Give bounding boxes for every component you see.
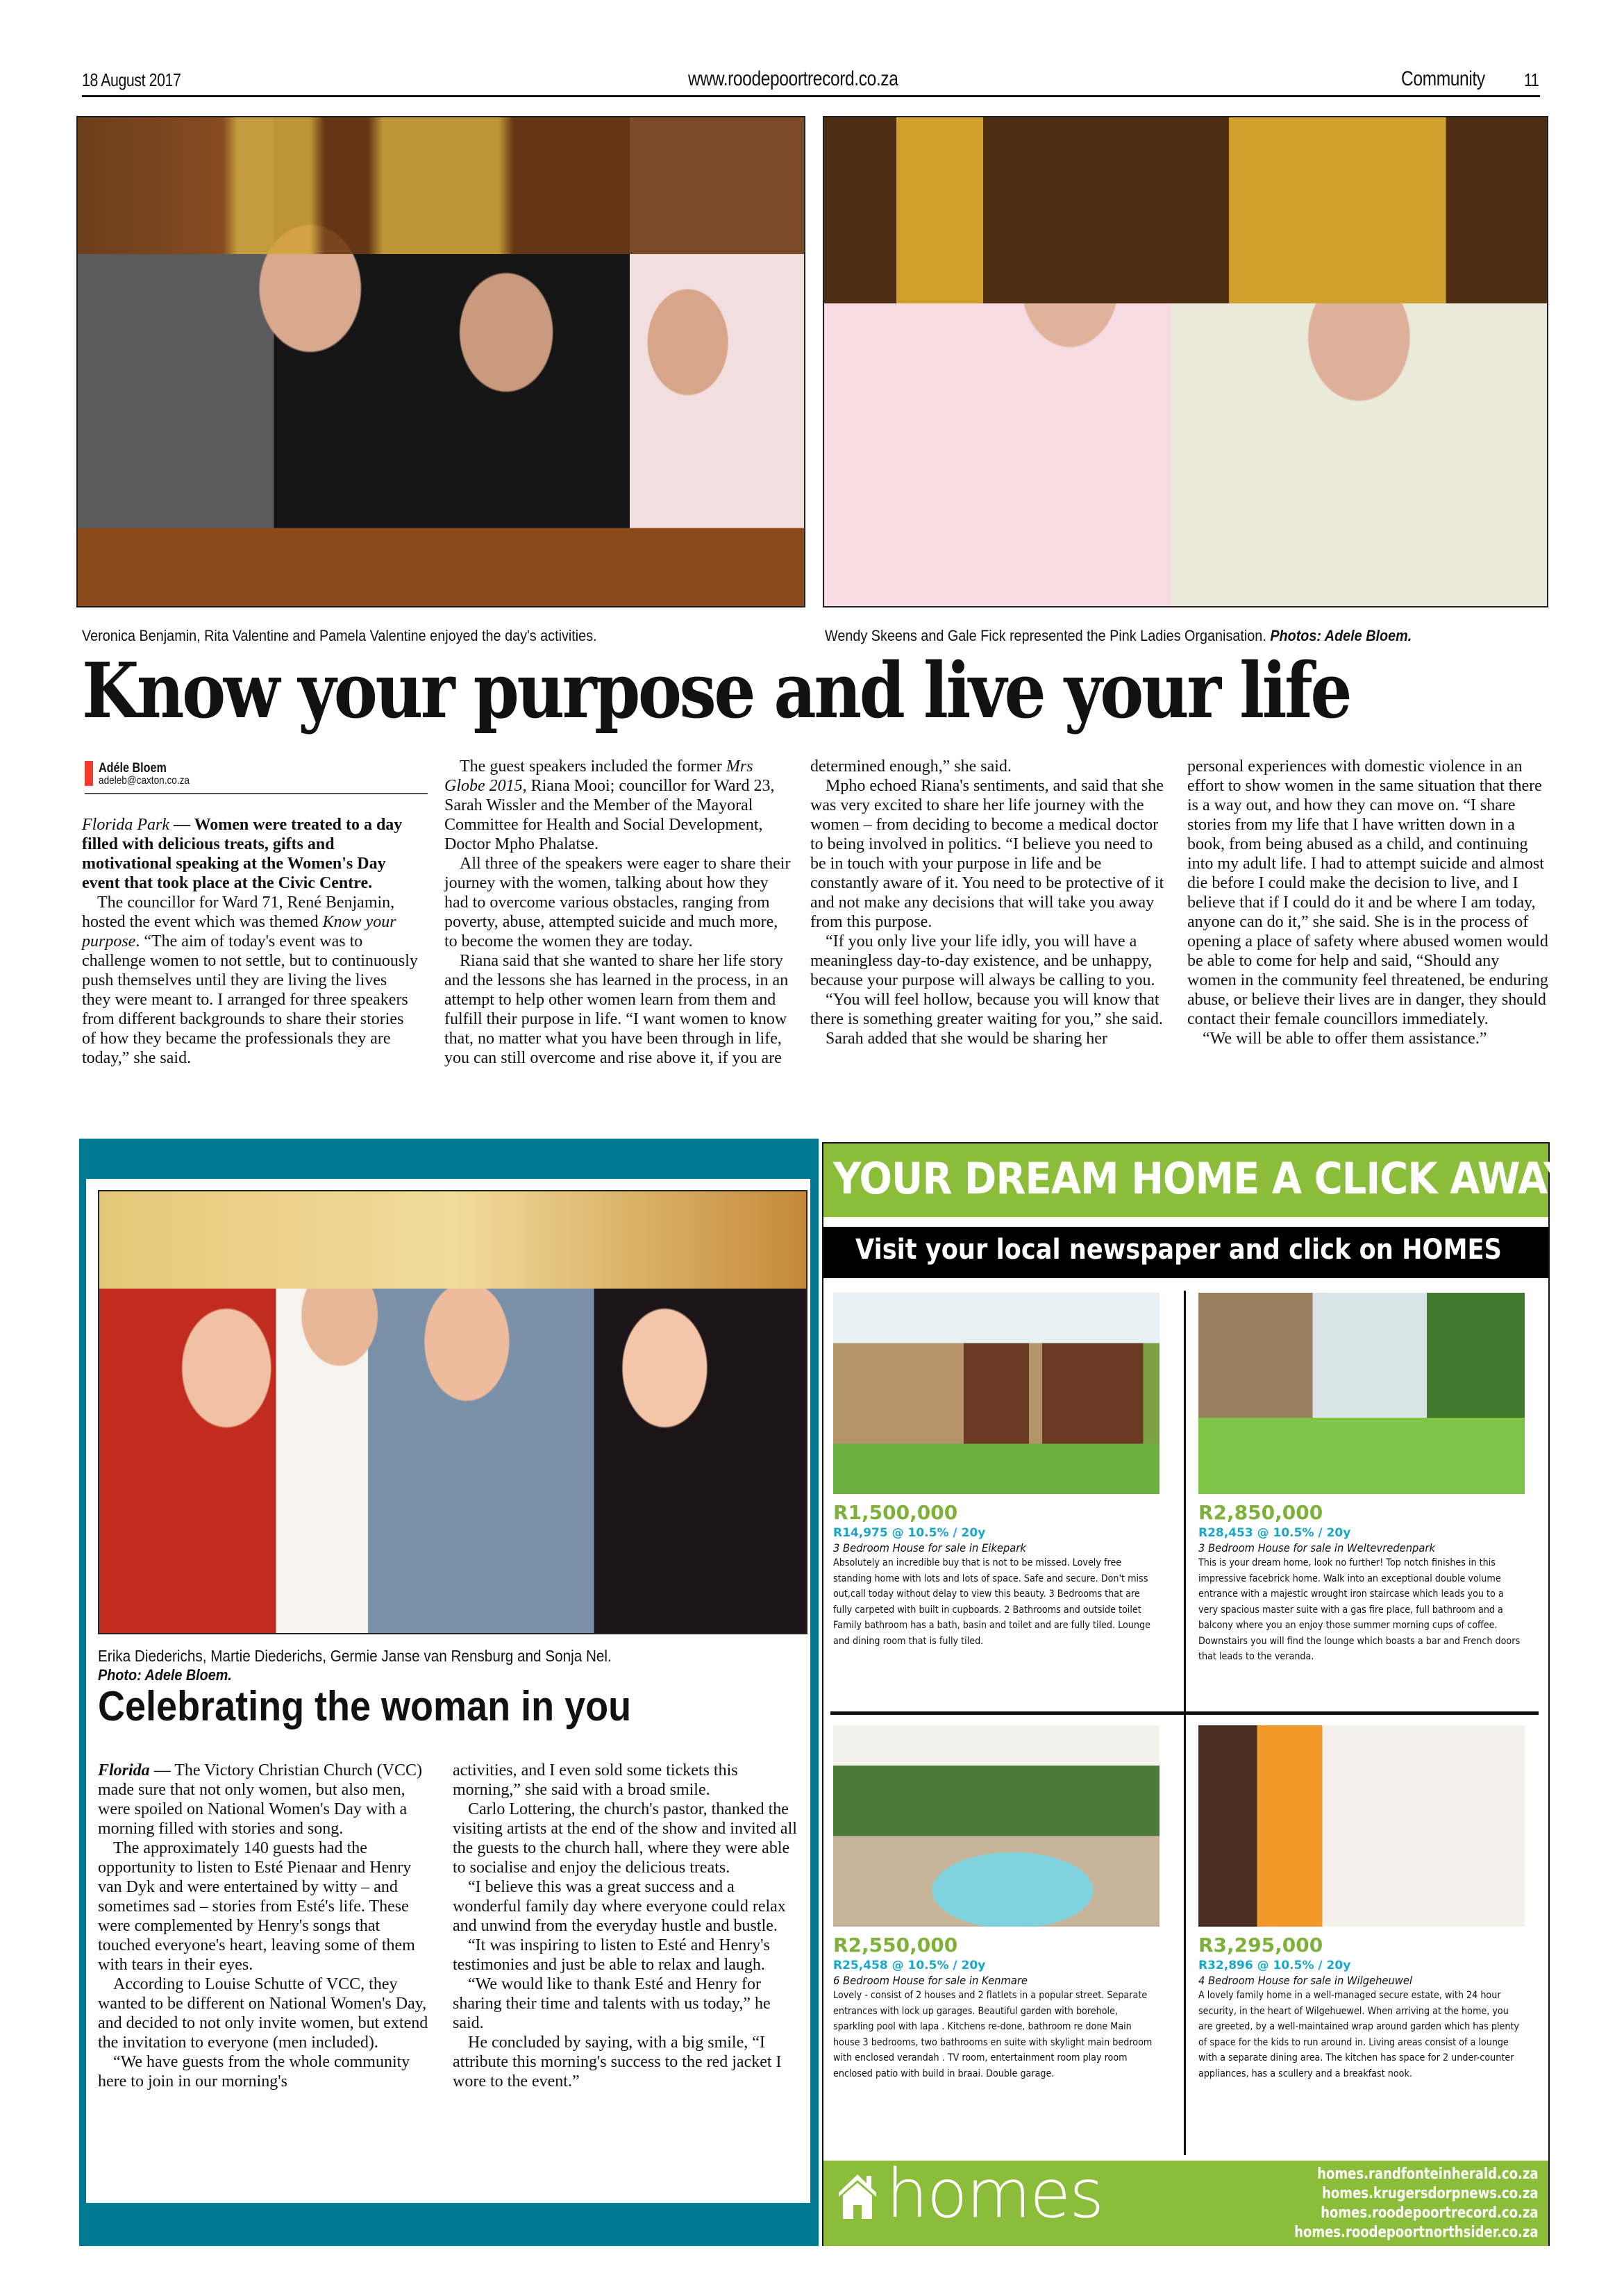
- listing-photo: [833, 1293, 1160, 1494]
- caption-top-right: [825, 627, 1412, 645]
- listing-repayment: R32,896 @ 10.5% / 20y: [1198, 1959, 1351, 1972]
- page-header: [82, 68, 1540, 97]
- ad-banner: [823, 1143, 1571, 1217]
- article-headline: Know your purpose and live your life: [82, 646, 1350, 735]
- listing-price: R2,850,000: [1198, 1501, 1323, 1524]
- website-link[interactable]: www.roodepoortrecord.co.za: [688, 67, 898, 90]
- listing-divider-vertical: [1184, 1291, 1186, 2155]
- ad-footer: [823, 2155, 1548, 2246]
- paragraph: “It was inspiring to listen to Esté and Henry's testimonies and just be able to relax and laugh.: [453, 1936, 770, 1974]
- issue-date: 18 August 2017: [82, 69, 181, 90]
- dateline: Florida Park: [82, 816, 169, 834]
- ad-subbanner: [823, 1227, 1548, 1278]
- article-lead: Florida — The Victory Christian Church (VCC) made sure that not only women, but also men, were spoiled on National Women's Day with a morning filled with stories and song.: [98, 1761, 422, 1838]
- photo-benjamin-valentine: [76, 116, 805, 607]
- photo-credit-article2: Photo: Adele Bloem.: [98, 1666, 232, 1684]
- photo-credit: Photos: Adele Bloem.: [1270, 627, 1412, 644]
- article1-column-3: [810, 757, 1168, 1048]
- ad-banner-text: YOUR DREAM HOME A CLICK AWAY: [833, 1153, 1571, 1204]
- article1-column-2: [444, 757, 792, 1068]
- listing-title: 6 Bedroom House for sale in Kenmare: [833, 1974, 1028, 1987]
- listing-title: 4 Bedroom House for sale in Wilgeheuwel: [1198, 1974, 1412, 1987]
- article-lead: Florida Park — Women were treated to a day filled with delicious treats, gifts and motivational speaking at the Women's Day event that took place at the Civic Centre.: [82, 816, 403, 892]
- dateline: Florida: [98, 1761, 150, 1779]
- photo-skeens-fick: [823, 116, 1548, 607]
- paragraph: The councillor for Ward 71, René Benjamin, hosted the event which was themed Know your purpose. “The aim of today's event was to challenge women to not settle, but to continuously push themselves until they are living the lives they were meant to. I arranged for three speakers from different backgrounds to share their stories of how they became the professionals they are today,” she said.: [82, 894, 418, 1067]
- section-name: Community: [1401, 67, 1485, 90]
- listing-price: R1,500,000: [833, 1501, 958, 1524]
- listing-title: 3 Bedroom House for sale in Weltevredenpark: [1198, 1541, 1435, 1555]
- listing-divider-horizontal: [830, 1711, 1539, 1715]
- paragraph: Riana said that she wanted to share her life story and the lessons she has learned in the process, in an attempt to help other women learn from them and fulfill their purpose in life. “I want women to know that, no matter what you have been through in life, you can still overcome and rise above it, if you are: [444, 952, 789, 1067]
- site-link[interactable]: homes.roodepoortrecord.co.za: [1321, 2204, 1539, 2222]
- photo-diederichs-group: [98, 1190, 807, 1634]
- site-link[interactable]: homes.roodepoortnorthsider.co.za: [1294, 2224, 1539, 2241]
- author-email[interactable]: adeleb@caxton.co.za: [99, 775, 190, 787]
- paragraph: All three of the speakers were eager to share their journey with the women, talking about how they had to overcome various obstacles, ranging from poverty, abuse, attempted suicide and much more, to become the women they are today.: [444, 855, 791, 950]
- ad-subbanner-text: Visit your local newspaper and click on HOMES: [855, 1234, 1502, 1266]
- paragraph: “We have guests from the whole community here to join in our morning's: [98, 2053, 410, 2090]
- paragraph: “We would like to thank Esté and Henry for sharing their time and talents with us today,” he said.: [453, 1975, 771, 2032]
- homes-advert[interactable]: [822, 1142, 1571, 2246]
- paragraph: Carlo Lottering, the church's pastor, thanked the visiting artists at the end of the show and invited all the guests to the church hall, where they were able to socialise and enjoy the delicious treats.: [453, 1800, 797, 1877]
- caption-article2: Erika Diederichs, Martie Diederichs, Germie Janse van Rensburg and Sonja Nel.: [98, 1647, 612, 1665]
- paragraph: Mpho echoed Riana's sentiments, and said that she was very excited to share her life journey with the women – from deciding to become a medical doctor to being involved in politics. “I believe you need to be in touch with your purpose in life and be constantly aware of it. You need to be protective of it and not make any decisions that will take you away from this purpose.: [810, 777, 1164, 931]
- listing-photo: [833, 1725, 1160, 1927]
- listing-price: R2,550,000: [833, 1934, 958, 1956]
- paragraph: activities, and I even sold some tickets this morning,” she said with a broad smile.: [453, 1761, 738, 1799]
- listing-description: A lovely family home in a well-managed secure estate, with 24 hour security, in the heart of Wilgehuewel. When arriving at the home, you are greeted, by a well-maintained wrap around garden which has plenty of space for the kids to run around in. Living areas consist of a lounge with a separate dining area. The kitchen has space for 2 under-counter appliances, has a scullery and a breakfast nook.: [1198, 1990, 1520, 2079]
- listing-repayment: R28,453 @ 10.5% / 20y: [1198, 1526, 1351, 1540]
- homes-site-links: [1241, 2165, 1539, 2243]
- listing-photo: [1198, 1725, 1525, 1927]
- paragraph: personal experiences with domestic violence in an effort to show women in the same situation that there is a way out, and how they can move on. “I share stories from my life that I have written down in a book, from being abused as a child, and continuing into my adult life. I had to attempt suicide and almost die before I could make the decision to live, and I believe that if I could do it and be where I am today, anyone can do it,” she said. She is in the process of opening a place of safety where abused women would be able to come for help and said, “Should any women in the community feel threatened, be enduring abuse, or believe their lives are in danger, they should contact their female councillors immediately.: [1187, 757, 1548, 1028]
- site-link[interactable]: homes.randfonteinherald.co.za: [1317, 2165, 1539, 2183]
- paragraph: “If you only live your life idly, you will have a meaningless day-to-day existence, and be unhappy, because your purpose will always be calling to you.: [810, 932, 1155, 989]
- listing-price: R3,295,000: [1198, 1934, 1323, 1956]
- paragraph: He concluded by saying, with a big smile, “I attribute this morning's success to the red jacket I wore to the event.”: [453, 2034, 782, 2090]
- paragraph: “We will be able to offer them assistance.”: [1203, 1030, 1487, 1048]
- page-number: 11: [1524, 69, 1539, 90]
- article2-headline: Celebrating the woman in you: [98, 1683, 632, 1729]
- byline: [85, 761, 428, 794]
- paragraph: The guest speakers included the former Mrs Globe 2015, Riana Mooi; councillor for Ward 23, Sarah Wissler and the Member of the Mayoral Committee for Health and Social Development, Doctor Mpho Phalatse.: [444, 757, 775, 853]
- author-name: Adéle Bloem: [99, 761, 167, 776]
- article1-column-4: [1187, 757, 1548, 1048]
- homes-logo: homes: [886, 2155, 1103, 2233]
- paragraph: “You will feel hollow, because you will know that there is something greater waiting for you,” she said.: [810, 991, 1163, 1028]
- caption-top-left: Veronica Benjamin, Rita Valentine and Pamela Valentine enjoyed the day's activities.: [82, 627, 597, 644]
- listing-repayment: R25,458 @ 10.5% / 20y: [833, 1959, 986, 1972]
- paragraph: determined enough,” she said.: [810, 757, 1012, 776]
- byline-accent: [85, 761, 93, 786]
- site-link[interactable]: homes.krugersdorpnews.co.za: [1322, 2185, 1539, 2202]
- article2-column-1: [98, 1761, 430, 2091]
- listing-repayment: R14,975 @ 10.5% / 20y: [833, 1526, 986, 1540]
- listing-title: 3 Bedroom House for sale in Eikepark: [833, 1541, 1026, 1555]
- paragraph: The approximately 140 guests had the opportunity to listen to Esté Pienaar and Henry van Dyk and were entertained by witty – and sometimes sad – stories from Esté's life. These were complemented by Henry's songs that touched everyone's heart, leaving some of them with tears in their eyes.: [98, 1839, 415, 1974]
- paragraph: “I believe this was a great success and a wonderful family day where everyone could relax and unwind from the everyday hustle and bustle.: [453, 1878, 786, 1935]
- paragraph: According to Louise Schutte of VCC, they wanted to be different on National Women's Day, and decided to not only invite women, but extend the invitation to everyone (men included).: [98, 1975, 428, 2052]
- article2-column-2: [453, 1761, 800, 2091]
- paragraph: Sarah added that she would be sharing her: [826, 1030, 1107, 1048]
- listing-description: This is your dream home, look no further! Top notch finishes in this impressive facebrick home. Walk into an exceptional double volume entrance with a majestic wrought iron staircase which leads you to a very spacious master suite with a gas fire place, full bathroom and a balcony where you an enjoy those summer morning cups of coffee. Downstairs you will find the lounge which boasts a bar and French doors that leads to the veranda.: [1198, 1557, 1521, 1662]
- listing-description: Absolutely an incredible buy that is not to be missed. Lovely free standing home with lots and lots of space. Safe and secure. Don't miss out,call today without delay to view this beauty. 3 Bedrooms that are fully carpeted with built in cupboards. 2 Bathrooms and outside toilet Family bathroom has a bath, basin and toilet and are fully tiled. Lounge and dining room that is fully tiled.: [833, 1557, 1150, 1647]
- article1-column-1: [82, 815, 419, 1068]
- listing-photo: [1198, 1293, 1525, 1494]
- caption-text: Wendy Skeens and Gale Fick represented the Pink Ladies Organisation.: [825, 627, 1266, 644]
- house-icon: [837, 2173, 878, 2219]
- listing-description: Lovely - consist of 2 houses and 2 flatlets in a popular street. Separate entrances with lock up garages. Beautiful garden with borehole, sparkling pool with lapa . Kitchens re-done, bathroom re done Main house 3 bedrooms, two bathrooms en suite with skylight main bedroom with enclosed verandah . TV room, entertainment room play room enclosed patio with build in braai. Double garage.: [833, 1990, 1153, 2079]
